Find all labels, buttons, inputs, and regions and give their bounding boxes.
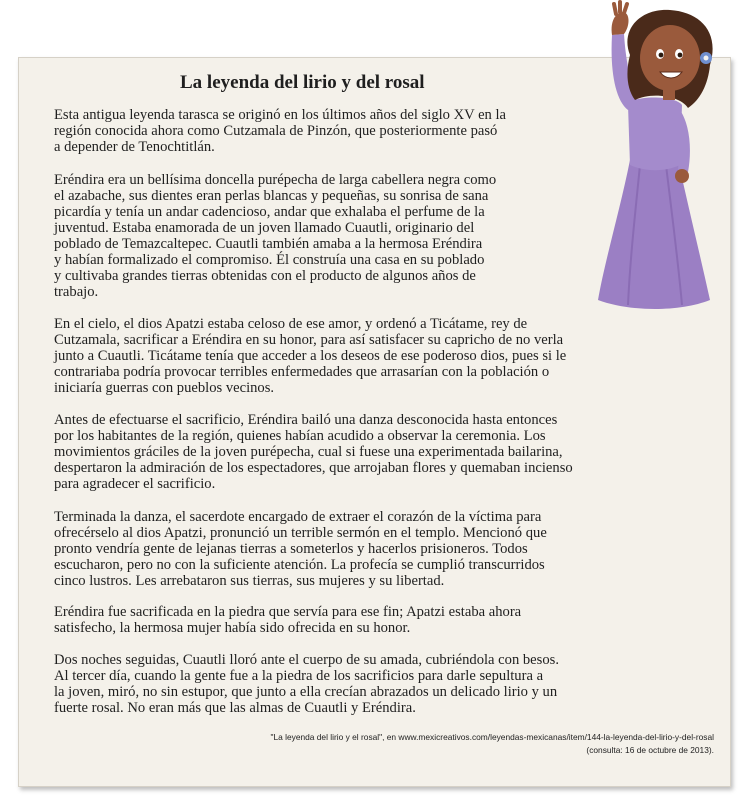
article-title: La leyenda del lirio y del rosal bbox=[180, 72, 425, 93]
paragraph-2: Eréndira era un bellísima doncella purépecha de larga cabellera negra como el azabache, sus dientes eran perlas blancas y pequeñas, su sonrisa de sana picardía y tenía un andar cadencioso, andar que exhalaba el perfume de la juventud. Estaba enamorada de un joven llamado Cuautli, originario del poblado de Temazcaltepec. Cuautli también amaba a la hermosa Eréndira y habían formalizado el compromiso. Él construía una casa en su poblado y cultivaba grandes tierras obtenidas con el producto de algunos años de trabajo. bbox=[54, 172, 497, 300]
paragraph-7: Dos noches seguidas, Cuautli lloró ante el cuerpo de su amada, cubriéndola con besos. Al tercer día, cuando la gente fue a la piedra de los sacrificios para darle sepultura a la joven, miró, no sin estupor, que junto a ella crecían abrazados un delicado lirio y un fuerte rosal. No eran más que las almas de Cuautli y Eréndira. bbox=[54, 652, 559, 716]
paragraph-5: Terminada la danza, el sacerdote encargado de extraer el corazón de la víctima para ofrecérselo al dios Apatzi, pronunció un terrible sermón en el templo. Mencionó que pronto vendría gente de lejanas tierras a someterlos y hacerlos prisioneros. Todos escucharon, pero no con la suficiente atención. La profecía se cumplió transcurridos cinco lustros. Les arrebataron sus tierras, sus mujeres y su libertad. bbox=[54, 509, 547, 589]
girl-illustration bbox=[560, 0, 750, 320]
paragraph-1: Esta antigua leyenda tarasca se originó en los últimos años del siglo XV en la región conocida ahora como Cutzamala de Pinzón, que posteriormente pasó a depender de Tenochtitlán. bbox=[54, 107, 507, 155]
paragraph-4: Antes de efectuarse el sacrificio, Eréndira bailó una danza desconocida hasta entonces por los habitantes de la región, quienes habían acudido a observar la ceremonia. Los movimientos gráciles de la joven purépecha, cual si fuese una experimentada bailarina, despertaron la admiración de los espectadores, que arrojaban flores y quemaban incienso para agradecer el sacrificio. bbox=[54, 412, 573, 492]
paragraph-6: Eréndira fue sacrificada en la piedra que servía para ese fin; Apatzi estaba ahora satisfecho, la hermosa mujer había sido ofrecida en su honor. bbox=[54, 604, 522, 636]
paragraph-3: En el cielo, el dios Apatzi estaba celoso de ese amor, y ordenó a Ticátame, rey de Cutzamala, sacrificar a Eréndira en su honor, para así satisfacer su capricho de no verla junto a Cuautli. Ticátame tenía que acceder a los deseos de ese poderoso dios, pues si le contrariaba podría provocar terribles enfermedades que arrasarían con la población o iniciaría guerras con pueblos vecinos. bbox=[54, 316, 567, 396]
source-citation: "La leyenda del lirio y el rosal", en www.mexicreativos.com/leyendas-mexicanas/item/144-la-leyenda-del-lirio-y-del-rosal (consulta: 16 de octubre de 2013). bbox=[270, 732, 714, 755]
